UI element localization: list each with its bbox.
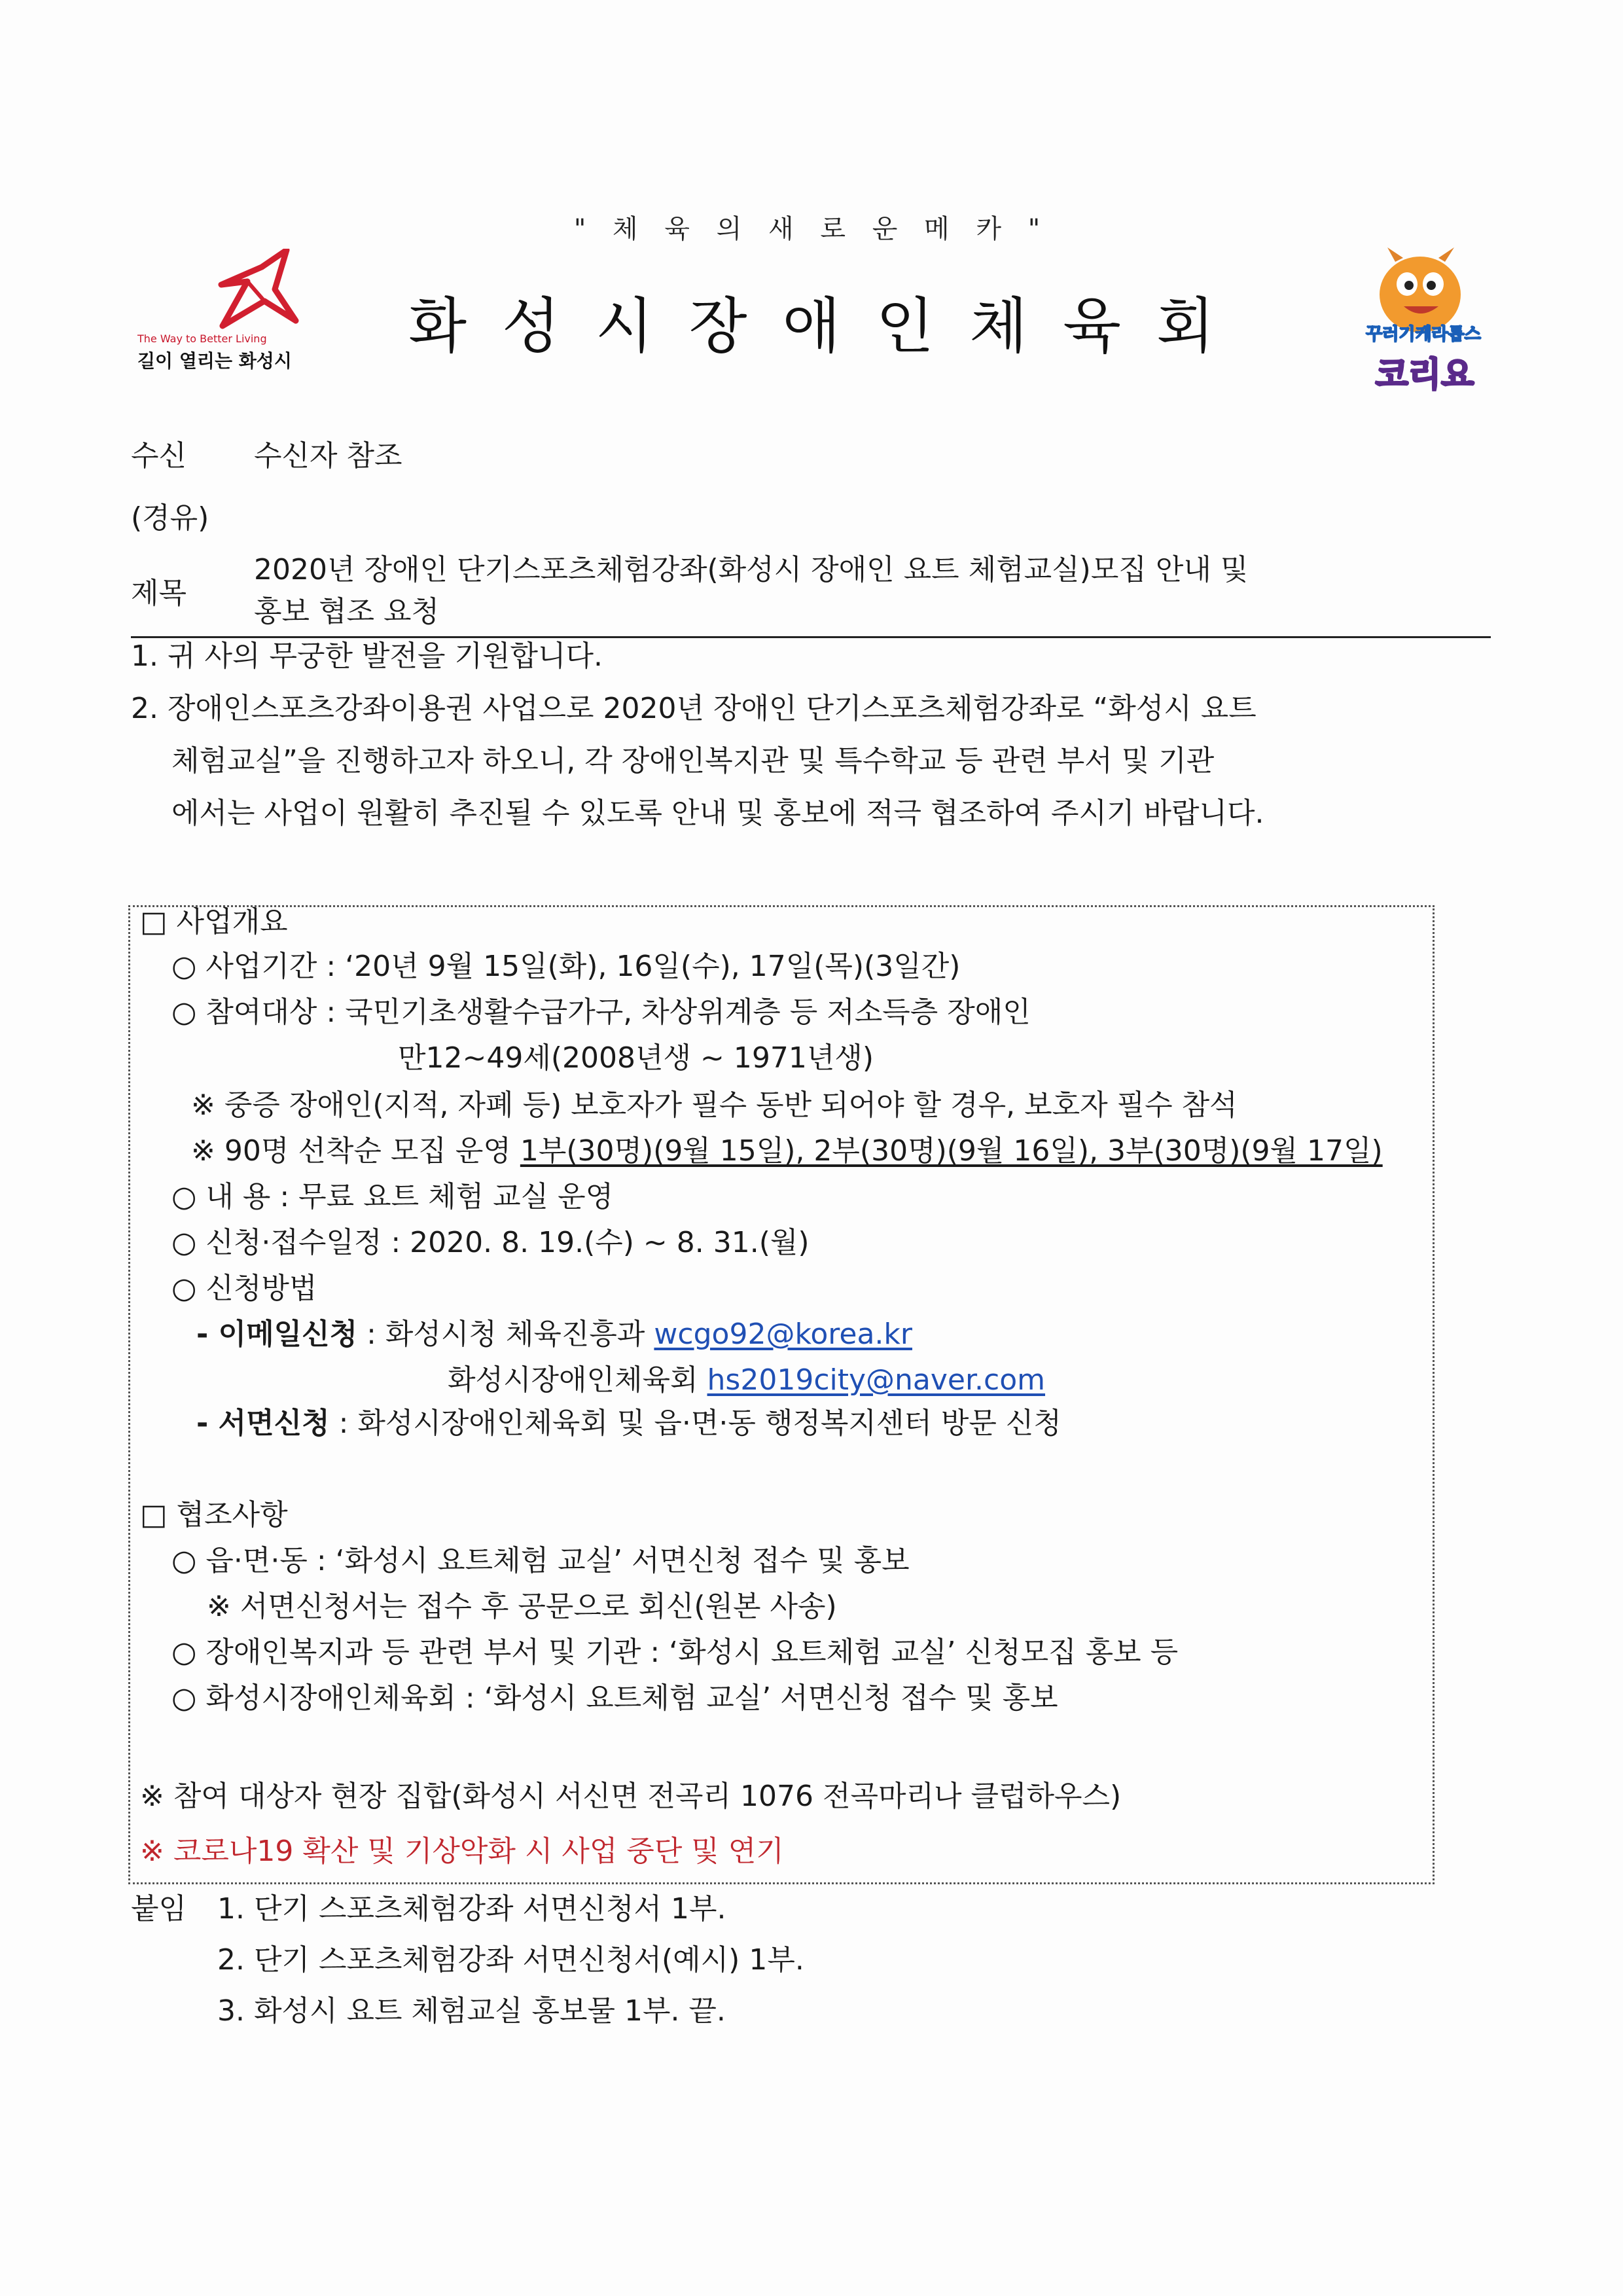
written-apply-line xyxy=(196,1399,1061,1441)
email-apply-label: - 이메일신청 xyxy=(196,1318,358,1351)
attachment-item-3: 3. 화성시 요트 체험교실 홍보물 1부. 끝. xyxy=(217,1994,726,2028)
mascot-name: 코리요 xyxy=(1375,355,1474,395)
cooperation-item-1-note: ※ 서면신청서는 접수 후 공문으로 회신(원본 사송) xyxy=(207,1590,837,1623)
paragraph-2-line-2: 체험교실”을 진행하고자 하오니, 각 장애인복지관 및 특수학교 등 관련 부서 및 기관 xyxy=(171,744,1215,778)
attachment-item-1: 1. 단기 스포츠체험강좌 서면신청서 1부. xyxy=(217,1892,726,1926)
email-apply-line-2 xyxy=(448,1356,1045,1398)
koriyo-mascot-logo xyxy=(1335,243,1505,394)
email-link-2[interactable]: hs2019city@naver.com xyxy=(707,1363,1045,1397)
email-apply-line xyxy=(196,1310,912,1352)
written-apply-label: - 서면신청 xyxy=(196,1407,330,1440)
mascot-tagline: 꾸러기케라톱스 xyxy=(1366,325,1481,344)
section-overview-title: □ 사업개요 xyxy=(140,905,288,939)
subject-label: 제목 xyxy=(131,577,187,610)
schedule-line: ○ 신청·접수일정 : 2020. 8. 19.(수) ~ 8. 31.(월) xyxy=(171,1226,810,1259)
gathering-note: ※ 참여 대상자 현장 집합(화성시 서신면 전곡리 1076 전곡마리나 클럽하우스) xyxy=(140,1780,1122,1813)
email-org-2: 화성시장애인체육회 xyxy=(448,1363,707,1397)
note-recruit-prefix: ※ 90명 선착순 모집 운영 xyxy=(191,1134,520,1168)
note-recruit-sessions: 1부(30명)(9월 15일), 2부(30명)(9월 16일), 3부(30명)(9월 17일) xyxy=(520,1134,1383,1168)
cooperation-item-3: ○ 화성시장애인체육회 : ‘화성시 요트체험 교실’ 서면신청 접수 및 홍보 xyxy=(171,1681,1058,1715)
paragraph-1: 1. 귀 사의 무궁한 발전을 기원합니다. xyxy=(131,639,603,673)
target-line-1: ○ 참여대상 : 국민기초생활수급가구, 차상위계층 등 저소득층 장애인 xyxy=(171,996,1031,1029)
cooperation-item-2: ○ 장애인복지과 등 관련 부서 및 기관 : ‘화성시 요트체험 교실’ 신청모집 홍보 등 xyxy=(171,1636,1179,1669)
subject-line-2: 홍보 협조 요청 xyxy=(254,595,439,628)
org-title: 화성시장애인체육회 xyxy=(408,291,1250,361)
slogan: " 체 육 의 새 로 운 메 카 " xyxy=(573,214,1050,244)
note-recruit xyxy=(191,1127,1383,1169)
city-tagline-en: The Way to Better Living xyxy=(137,332,267,345)
email-link-1[interactable]: wcgo92@korea.kr xyxy=(654,1318,912,1351)
paragraph-2-line-3: 에서는 사업이 원활히 추진될 수 있도록 안내 및 홍보에 적극 협조하여 주시기 바랍니다. xyxy=(171,797,1264,830)
section-cooperation-title: □ 협조사항 xyxy=(140,1498,288,1532)
recipient-label: 수신 xyxy=(131,439,187,473)
email-org-1: : 화성시청 체육진흥과 xyxy=(357,1318,654,1351)
note-guardian: ※ 중증 장애인(지적, 자폐 등) 보호자가 필수 동반 되어야 할 경우, 보호자 필수 참석 xyxy=(191,1088,1238,1122)
covid-note: ※ 코로나19 확산 및 기상악화 시 사업 중단 및 연기 xyxy=(140,1835,784,1868)
via-label: (경유) xyxy=(131,501,209,535)
attachments-label: 붙임 xyxy=(131,1892,187,1926)
method-line: ○ 신청방법 xyxy=(171,1272,317,1305)
subject-line-1: 2020년 장애인 단기스포츠체험강좌(화성시 장애인 요트 체험교실)모집 안내 및 xyxy=(254,553,1249,586)
attachment-item-2: 2. 단기 스포츠체험강좌 서면신청서(예시) 1부. xyxy=(217,1943,804,1977)
cooperation-item-1: ○ 읍·면·동 : ‘화성시 요트체험 교실’ 서면신청 접수 및 홍보 xyxy=(171,1544,910,1577)
content-line: ○ 내 용 : 무료 요트 체험 교실 운영 xyxy=(171,1180,614,1213)
paragraph-2-line-1: 2. 장애인스포츠강좌이용권 사업으로 2020년 장애인 단기스포츠체험강좌로 “화성시 요트 xyxy=(131,692,1257,725)
written-apply-text: : 화성시장애인체육회 및 읍·면·동 행정복지센터 방문 신청 xyxy=(329,1407,1061,1440)
target-line-2: 만12~49세(2008년생 ~ 1971년생) xyxy=(398,1041,874,1075)
city-tagline-ko: 길이 열리는 화성시 xyxy=(137,350,292,372)
period-line: ○ 사업기간 : ‘20년 9월 15일(화), 16일(수), 17일(목)(3일간) xyxy=(171,950,961,983)
recipient-value: 수신자 참조 xyxy=(254,439,402,473)
